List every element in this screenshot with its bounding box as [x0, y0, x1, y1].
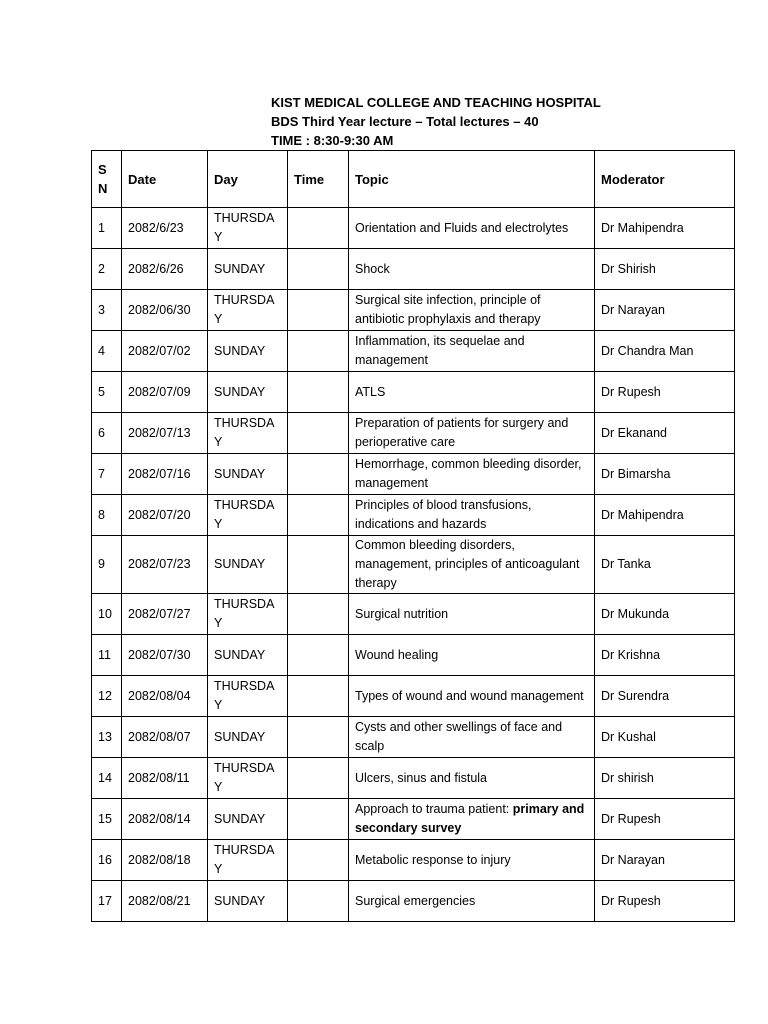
day-cell: [208, 454, 288, 495]
time-cell: [288, 454, 349, 495]
date-cell: 2082/08/11: [122, 758, 208, 799]
moderator-cell: Dr Narayan: [595, 290, 735, 331]
time-cell: [288, 758, 349, 799]
sn-cell: 3: [92, 290, 122, 331]
sn-cell: 9: [92, 536, 122, 594]
table-row: [92, 413, 735, 454]
day-cell: [208, 536, 288, 594]
lecture-schedule-table: [91, 150, 735, 922]
day-label: SUNDAY: [214, 647, 266, 662]
time-cell: [288, 208, 349, 249]
moderator-cell: Dr Mahipendra: [595, 208, 735, 249]
day-label: THURSDAY: [214, 679, 275, 712]
sn-cell: 12: [92, 676, 122, 717]
day-cell: [208, 331, 288, 372]
topic-cell: [349, 676, 595, 717]
topic-text: ATLS: [355, 384, 386, 399]
topic-cell: [349, 799, 595, 840]
day-label: SUNDAY: [214, 729, 266, 744]
day-cell: [208, 208, 288, 249]
topic-text: Ulcers, sinus and fistula: [355, 770, 488, 785]
topic-text: Common bleeding disorders, management, principles of anticoagulant therapy: [355, 538, 580, 590]
topic-text: Hemorrhage, common bleeding disorder, management: [355, 457, 582, 490]
day-label: THURSDAY: [214, 498, 275, 531]
sn-cell: 2: [92, 249, 122, 290]
moderator-cell: Dr Narayan: [595, 840, 735, 881]
sn-cell: 7: [92, 454, 122, 495]
topic-text: Inflammation, its sequelae and management: [355, 334, 525, 367]
moderator-cell: Dr shirish: [595, 758, 735, 799]
moderator-cell: Dr Shirish: [595, 249, 735, 290]
sn-cell: 15: [92, 799, 122, 840]
sn-cell: 16: [92, 840, 122, 881]
day-label: THURSDAY: [214, 293, 275, 326]
day-cell: [208, 249, 288, 290]
table-row: [92, 536, 735, 594]
day-label: THURSDAY: [214, 597, 275, 630]
date-cell: 2082/08/14: [122, 799, 208, 840]
topic-text: Approach to trauma patient:: [355, 802, 513, 816]
day-cell: [208, 635, 288, 676]
day-cell: [208, 840, 288, 881]
date-cell: 2082/07/16: [122, 454, 208, 495]
time-cell: [288, 536, 349, 594]
date-cell: 2082/07/27: [122, 594, 208, 635]
topic-cell: [349, 881, 595, 922]
day-label: SUNDAY: [214, 466, 266, 481]
time-cell: [288, 799, 349, 840]
table-row: [92, 495, 735, 536]
moderator-cell: Dr Kushal: [595, 717, 735, 758]
moderator-cell: Dr Surendra: [595, 676, 735, 717]
time-cell: [288, 676, 349, 717]
table-row: [92, 881, 735, 922]
time-cell: [288, 290, 349, 331]
day-cell: [208, 758, 288, 799]
table-row: [92, 799, 735, 840]
sn-cell: 14: [92, 758, 122, 799]
moderator-cell: Dr Rupesh: [595, 372, 735, 413]
topic-text: Types of wound and wound management: [355, 688, 584, 703]
date-cell: 2082/08/04: [122, 676, 208, 717]
sn-cell: 8: [92, 495, 122, 536]
table-row: [92, 758, 735, 799]
time-cell: [288, 331, 349, 372]
column-header-time: Time: [288, 151, 349, 208]
table-row: [92, 290, 735, 331]
table-row: [92, 454, 735, 495]
moderator-cell: Dr Tanka: [595, 536, 735, 594]
column-header-sn: S N: [92, 151, 122, 208]
table-row: [92, 249, 735, 290]
date-cell: 2082/06/30: [122, 290, 208, 331]
date-cell: 2082/6/26: [122, 249, 208, 290]
moderator-cell: Dr Bimarsha: [595, 454, 735, 495]
day-label: THURSDAY: [214, 416, 275, 449]
topic-cell: [349, 413, 595, 454]
course-subtitle: BDS Third Year lecture – Total lectures – 40: [271, 114, 539, 129]
table-row: [92, 372, 735, 413]
day-cell: [208, 413, 288, 454]
sn-cell: 10: [92, 594, 122, 635]
column-header-topic: Topic: [349, 151, 595, 208]
day-label: SUNDAY: [214, 261, 266, 276]
date-cell: 2082/6/23: [122, 208, 208, 249]
topic-cell: [349, 635, 595, 676]
topic-cell: [349, 290, 595, 331]
sn-cell: 1: [92, 208, 122, 249]
table-row: [92, 717, 735, 758]
day-label: THURSDAY: [214, 843, 275, 876]
document-heading: [271, 93, 601, 150]
date-cell: 2082/07/20: [122, 495, 208, 536]
day-cell: [208, 594, 288, 635]
day-label: THURSDAY: [214, 211, 275, 244]
day-label: SUNDAY: [214, 811, 266, 826]
time-cell: [288, 249, 349, 290]
table-row: [92, 840, 735, 881]
topic-text: Cysts and other swellings of face and scalp: [355, 720, 563, 753]
day-cell: [208, 881, 288, 922]
time-cell: [288, 635, 349, 676]
day-cell: [208, 290, 288, 331]
topic-cell: [349, 536, 595, 594]
topic-cell: [349, 331, 595, 372]
date-cell: 2082/08/07: [122, 717, 208, 758]
topic-cell: [349, 717, 595, 758]
time-cell: [288, 495, 349, 536]
moderator-cell: Dr Mahipendra: [595, 495, 735, 536]
table-body: [92, 208, 735, 922]
topic-text: Principles of blood transfusions, indications and hazards: [355, 498, 532, 531]
moderator-cell: Dr Mukunda: [595, 594, 735, 635]
day-label: THURSDAY: [214, 761, 275, 794]
date-cell: 2082/08/18: [122, 840, 208, 881]
day-label: SUNDAY: [214, 893, 266, 908]
topic-text: Surgical nutrition: [355, 606, 449, 621]
day-label: SUNDAY: [214, 343, 266, 358]
column-header-day: Day: [208, 151, 288, 208]
table-header-row: [92, 151, 735, 208]
column-header-date: Date: [122, 151, 208, 208]
time-cell: [288, 881, 349, 922]
topic-cell: [349, 758, 595, 799]
time-cell: [288, 717, 349, 758]
day-cell: [208, 372, 288, 413]
date-cell: 2082/07/09: [122, 372, 208, 413]
date-cell: 2082/07/13: [122, 413, 208, 454]
topic-cell: [349, 208, 595, 249]
sn-cell: 17: [92, 881, 122, 922]
topic-cell: [349, 840, 595, 881]
time-cell: [288, 840, 349, 881]
date-cell: 2082/08/21: [122, 881, 208, 922]
day-label: SUNDAY: [214, 557, 266, 571]
table-row: [92, 635, 735, 676]
column-header-moderator: Moderator: [595, 151, 735, 208]
sn-cell: 6: [92, 413, 122, 454]
topic-text: Surgical site infection, principle of antibiotic prophylaxis and therapy: [355, 293, 541, 326]
table-row: [92, 676, 735, 717]
topic-text: Surgical emergencies: [355, 893, 476, 908]
sn-cell: 11: [92, 635, 122, 676]
date-cell: 2082/07/30: [122, 635, 208, 676]
day-cell: [208, 799, 288, 840]
moderator-cell: Dr Rupesh: [595, 799, 735, 840]
moderator-cell: Dr Ekanand: [595, 413, 735, 454]
moderator-cell: Dr Krishna: [595, 635, 735, 676]
day-label: SUNDAY: [214, 384, 266, 399]
table-row: [92, 208, 735, 249]
topic-cell: [349, 594, 595, 635]
topic-cell: [349, 249, 595, 290]
topic-bold-text: primary and secondary survey: [355, 802, 585, 835]
day-cell: [208, 676, 288, 717]
sn-cell: 13: [92, 717, 122, 758]
date-cell: 2082/07/02: [122, 331, 208, 372]
institution-title: KIST MEDICAL COLLEGE AND TEACHING HOSPITAL: [271, 95, 601, 110]
date-cell: 2082/07/23: [122, 536, 208, 594]
topic-text: Shock: [355, 261, 390, 276]
topic-text: Orientation and Fluids and electrolytes: [355, 220, 569, 235]
day-cell: [208, 717, 288, 758]
topic-text: Metabolic response to injury: [355, 852, 511, 867]
time-cell: [288, 372, 349, 413]
topic-cell: [349, 454, 595, 495]
topic-cell: [349, 495, 595, 536]
moderator-cell: Dr Rupesh: [595, 881, 735, 922]
topic-text: Wound healing: [355, 647, 439, 662]
moderator-cell: Dr Chandra Man: [595, 331, 735, 372]
time-cell: [288, 594, 349, 635]
table-row: [92, 331, 735, 372]
topic-cell: [349, 372, 595, 413]
day-cell: [208, 495, 288, 536]
sn-cell: 4: [92, 331, 122, 372]
lecture-time: TIME : 8:30-9:30 AM: [271, 133, 394, 148]
time-cell: [288, 413, 349, 454]
topic-text: Preparation of patients for surgery and perioperative care: [355, 416, 569, 449]
sn-cell: 5: [92, 372, 122, 413]
table-row: [92, 594, 735, 635]
